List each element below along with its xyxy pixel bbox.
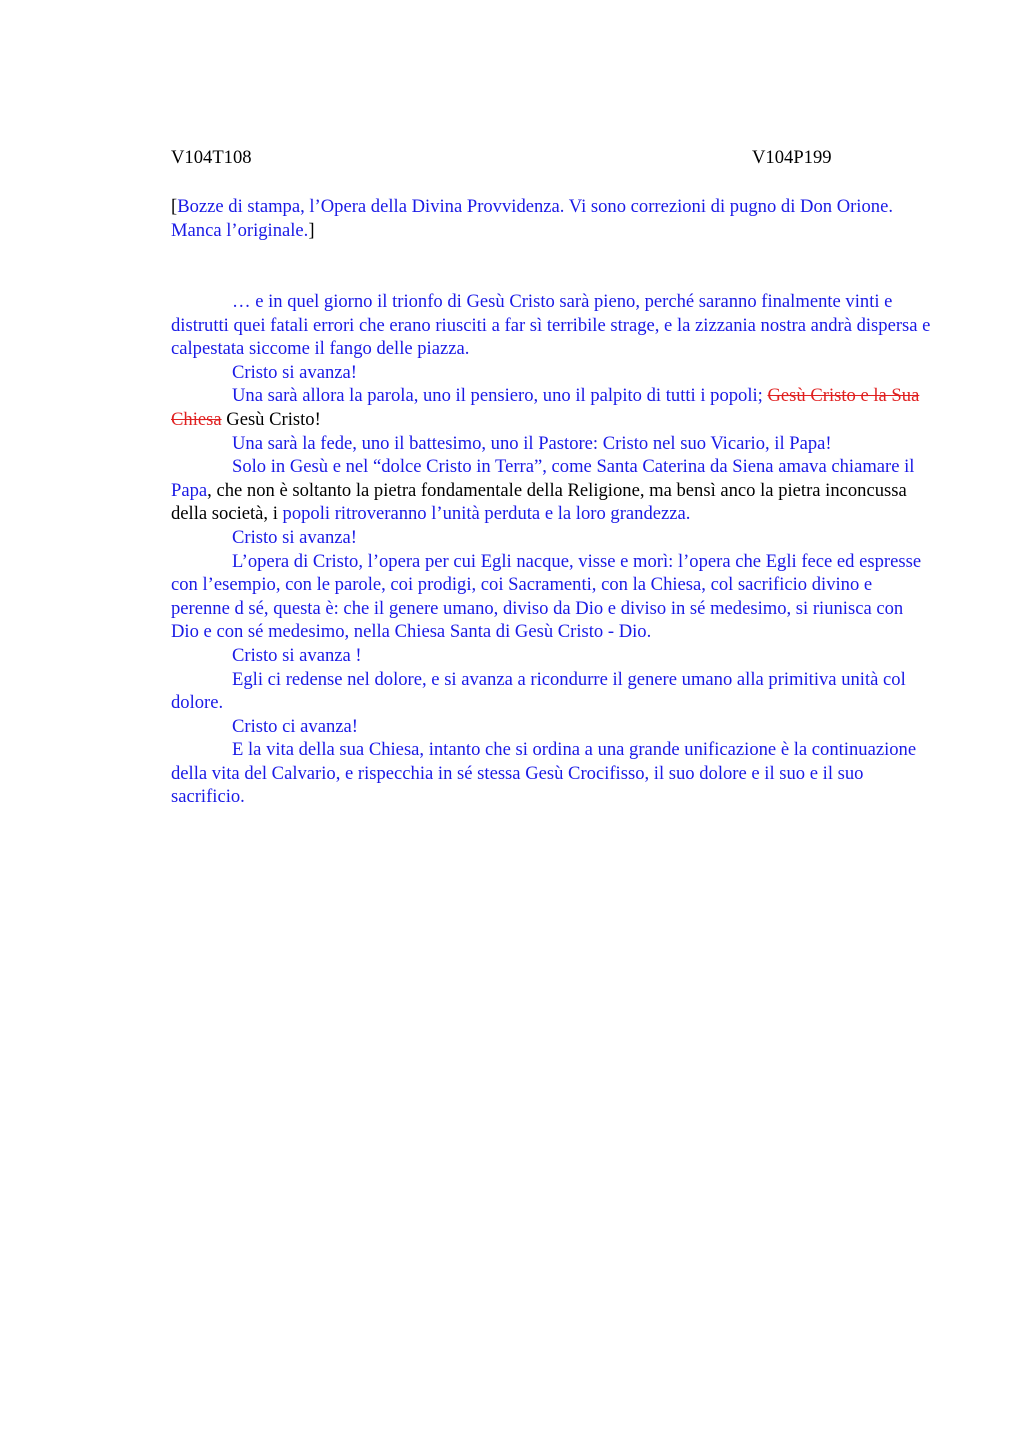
- paragraph-4: Una sarà la fede, uno il battesimo, uno il Pastore: Cristo nel suo Vicario, il Papa!: [232, 432, 832, 454]
- note-close-bracket: ]: [308, 219, 315, 241]
- paragraph-5-text-c: popoli ritroveranno l’unità perduta e la loro grandezza.: [282, 503, 691, 525]
- paragraph-9: Egli ci redense nel dolore, e si avanza a ricondurre il genere umano alla primitiva unità col dolore.: [171, 668, 906, 714]
- paragraph-1: … e in quel giorno il trionfo di Gesù Cristo sarà pieno, perché saranno finalmente vinti e distrutti quei fatali errori che erano riusciti a far sì terribile strage, e la zizzania nostra andrà dispersa e calpestata siccome il fango delle piazza.: [171, 291, 931, 360]
- paragraph-3: [171, 384, 931, 431]
- paragraph-11: E la vita della sua Chiesa, intanto che si ordina a una grande unificazione è la continuazione della vita del Calvario, e rispecchia in sé stessa Gesù Crocifisso, il suo dolore e il suo e il suo sacrificio.: [171, 739, 917, 808]
- editorial-note: [171, 195, 931, 242]
- paragraph-5-original: , che non è soltanto la pietra fondamentale della Religione, ma bensì anco la pietra inconcussa della società, i: [171, 479, 907, 525]
- paragraph-2: Cristo si avanza!: [232, 361, 357, 383]
- paragraph-3-text: Una sarà allora la parola, uno il pensiero, uno il palpito di tutti i popoli;: [232, 385, 763, 407]
- document-code-left: V104T108: [171, 147, 252, 168]
- paragraph-7: L’opera di Cristo, l’opera per cui Egli nacque, visse e morì: l’opera che Egli fece ed espresse con l’esempio, con le parole, coi prodigi, coi Sacramenti, con la Chiesa, col sacrificio divino e perenne d sé, questa è: che il genere umano, diviso da Dio e diviso in sé medesimo, si riunisca con Dio e con sé medesimo, nella Chiesa Santa di Gesù Cristo - Dio.: [171, 550, 922, 643]
- note-open-bracket: [: [171, 196, 178, 217]
- paragraph-10: Cristo ci avanza!: [232, 715, 358, 737]
- document-code-right: V104P199: [752, 147, 832, 168]
- paragraph-6: Cristo si avanza!: [232, 526, 357, 548]
- paragraph-8: Cristo si avanza !: [232, 644, 362, 666]
- paragraph-3-original: Gesù Cristo!: [226, 408, 321, 430]
- paragraph-5: [171, 455, 931, 526]
- note-text: Bozze di stampa, l’Opera della Divina Provvidenza. Vi sono correzioni di pugno di Don Orione. Manca l’originale.: [171, 196, 893, 241]
- document-body: [171, 290, 931, 809]
- paragraph-5-text-a: Solo in Gesù e nel “dolce Cristo in Terra”, come Santa Caterina da Siena amava chiamare il Papa: [171, 456, 915, 501]
- deleted-text: Gesù Cristo e la Sua Chiesa: [171, 385, 920, 430]
